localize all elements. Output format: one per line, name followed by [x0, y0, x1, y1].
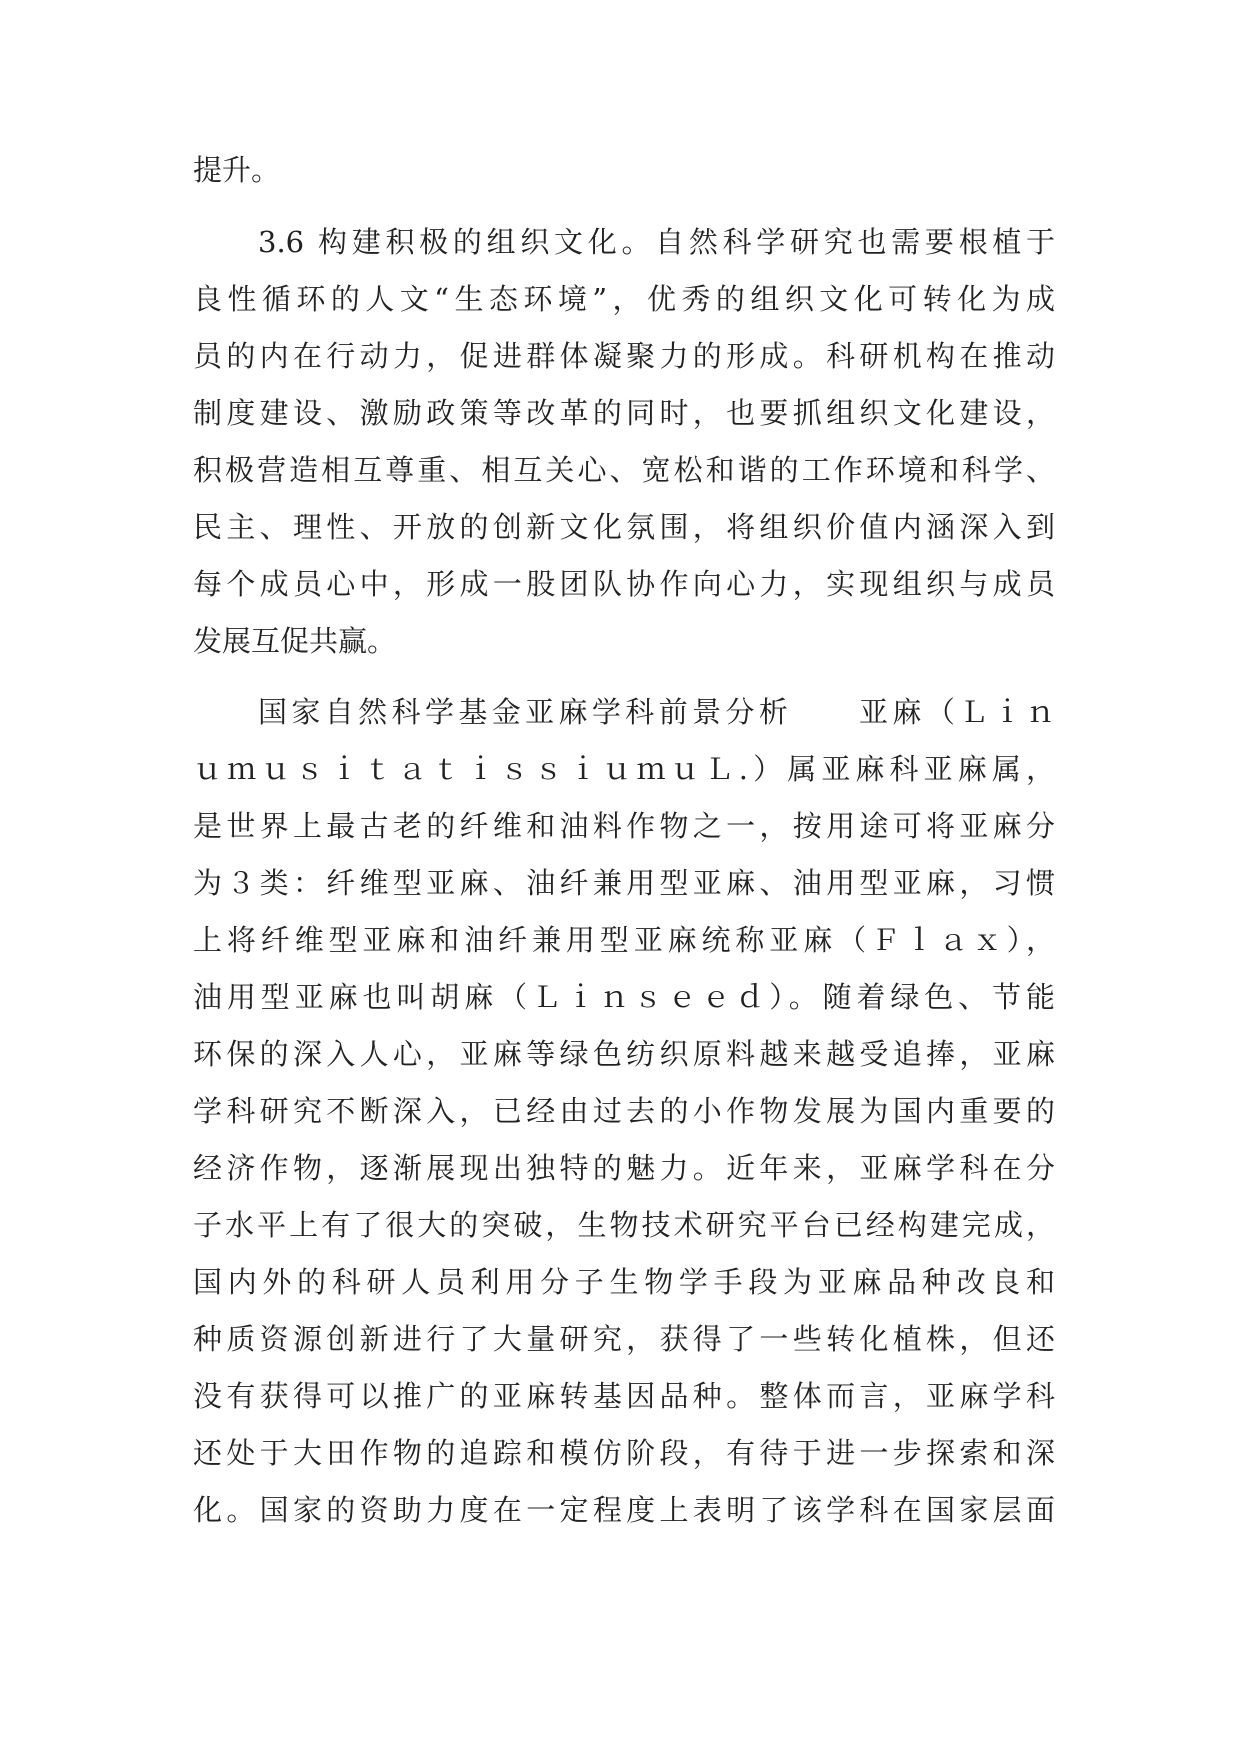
text-line: 3.6 构建积极的组织文化。自然科学研究也需要根植于 [258, 225, 1055, 259]
text-line: 化。国家的资助力度在一定程度上表明了该学科在国家层面 [193, 1493, 1055, 1527]
text-line: 每个成员心中，形成一股团队协作向心力，实现组织与成员 [193, 567, 1055, 601]
text-line: 学科研究不断深入，已经由过去的小作物发展为国内重要的 [193, 1094, 1055, 1128]
text-line: 员的内在行动力，促进群体凝聚力的形成。科研机构在推动 [193, 339, 1055, 373]
text-line: 子水平上有了很大的突破，生物技术研究平台已经构建完成， [193, 1208, 1055, 1242]
text-line: 没有获得可以推广的亚麻转基因品种。整体而言，亚麻学科 [193, 1379, 1055, 1413]
text-line: 积极营造相互尊重、相互关心、宽松和谐的工作环境和科学、 [193, 453, 1055, 487]
text-line: 是世界上最古老的纤维和油料作物之一，按用途可将亚麻分 [193, 809, 1055, 843]
text-line: 上将纤维型亚麻和油纤兼用型亚麻统称亚麻（Ｆｌａｘ）， [193, 923, 1055, 957]
text-line: 制度建设、激励政策等改革的同时，也要抓组织文化建设， [193, 396, 1055, 430]
text-line: ｕｍｕｓｉｔａｔｉｓｓｉｕｍｕＬ.）属亚麻科亚麻属， [193, 752, 1055, 786]
text-line: 国内外的科研人员利用分子生物学手段为亚麻品种改良和 [193, 1265, 1055, 1299]
text-line: 良性循环的人文“生态环境”，优秀的组织文化可转化为成 [193, 282, 1055, 316]
text-line: 种质资源创新进行了大量研究，获得了一些转化植株，但还 [193, 1322, 1055, 1356]
text-line: 油用型亚麻也叫胡麻（Ｌｉｎｓｅｅｄ）。随着绿色、节能 [193, 980, 1055, 1014]
text-line: 发展互促共赢。 [193, 624, 397, 658]
text-line: 提升。 [193, 153, 281, 187]
text-line: 为３类：纤维型亚麻、油纤兼用型亚麻、油用型亚麻，习惯 [193, 866, 1055, 900]
text-line: 环保的深入人心，亚麻等绿色纺织原料越来越受追捧，亚麻 [193, 1037, 1055, 1071]
text-line: 国家自然科学基金亚麻学科前景分析 亚麻（Ｌｉｎ [258, 695, 1055, 729]
text-line: 还处于大田作物的追踪和模仿阶段，有待于进一步探索和深 [193, 1436, 1055, 1470]
text-line: 民主、理性、开放的创新文化氛围，将组织价值内涵深入到 [193, 510, 1055, 544]
text-line: 经济作物，逐渐展现出独特的魅力。近年来，亚麻学科在分 [193, 1151, 1055, 1185]
